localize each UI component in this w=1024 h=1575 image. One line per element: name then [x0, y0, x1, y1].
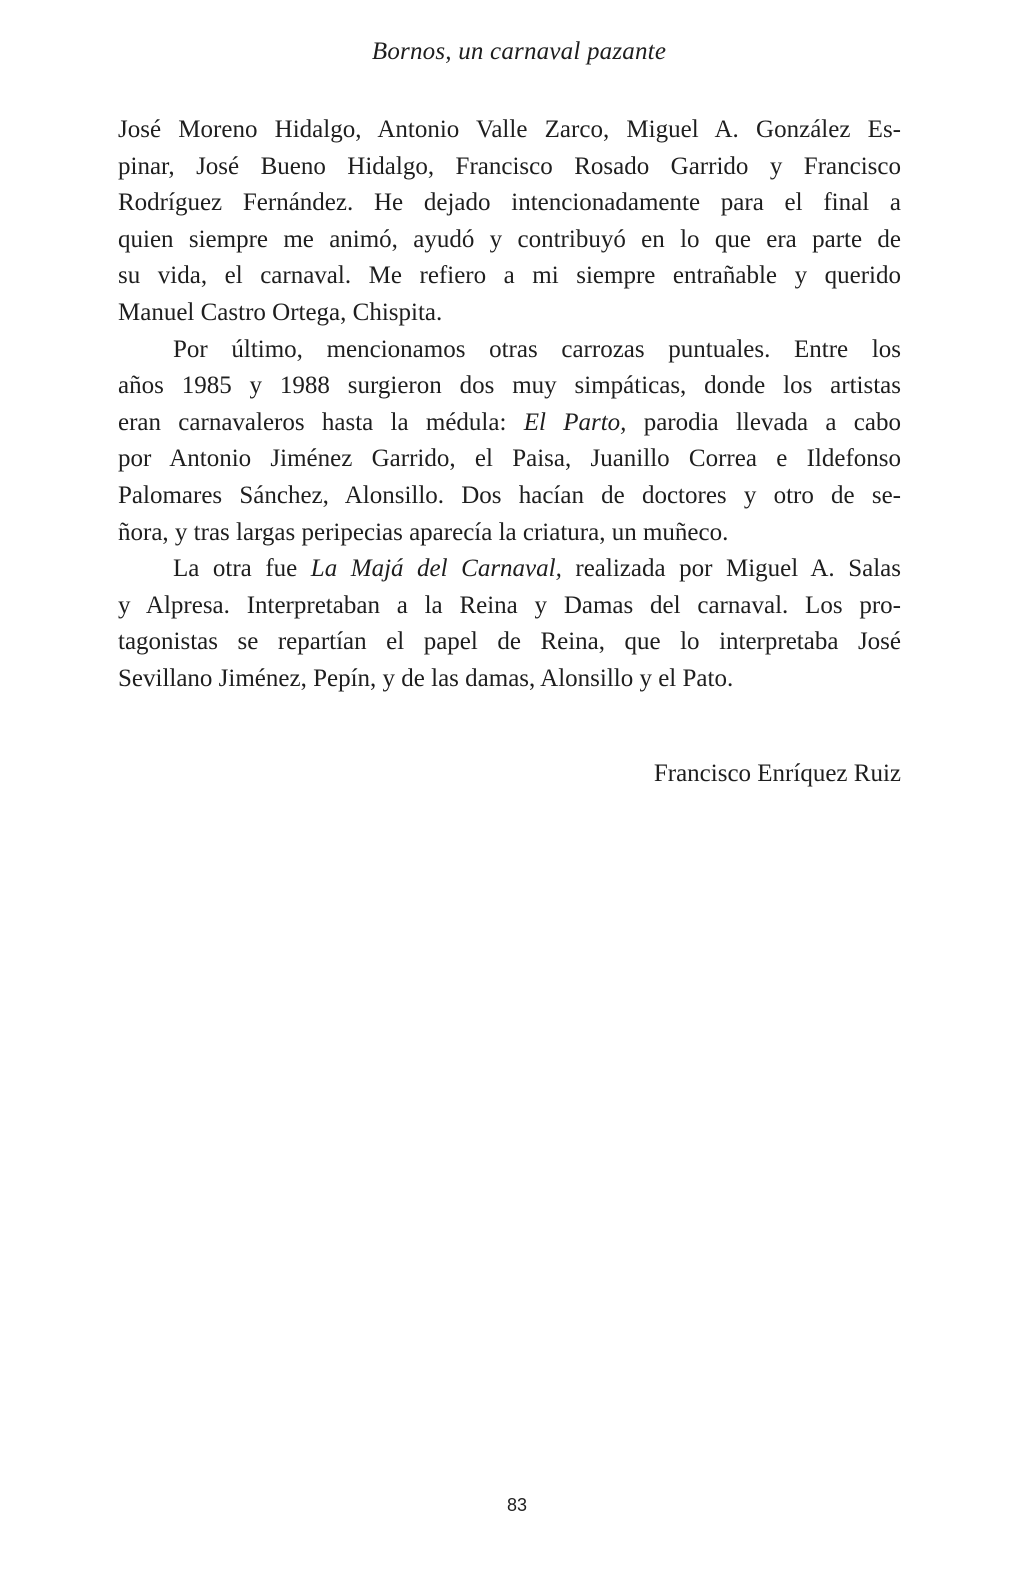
text-segment: realizada por Miguel A. Salas	[561, 555, 901, 583]
text-line: Palomares Sánchez, Alonsillo. Dos hacían de doctores y otro de se-	[118, 481, 901, 509]
text-line: Por último, mencionamos otras carrozas puntuales. Entre los	[173, 335, 901, 363]
text-line: Rodríguez Fernández. He dejado intencionadamente para el final a	[118, 189, 901, 217]
work-title: La Majá del Carnaval,	[310, 555, 562, 583]
text-line: Sevillano Jiménez, Pepín, y de las damas, Alonsillo y el Pato.	[118, 664, 734, 692]
text-line: tagonistas se repartían el papel de Reina, que lo interpretaba José	[118, 628, 901, 656]
text-line	[118, 551, 901, 588]
running-header: Bornos, un carnaval pazante	[371, 38, 667, 65]
text-line	[118, 405, 901, 442]
text-line: por Antonio Jiménez Garrido, el Paisa, Juanillo Correa e Ildefonso	[118, 445, 901, 473]
text-line: quien siempre me animó, ayudó y contribuyó en lo que era parte de	[118, 225, 901, 253]
page-number: 83	[506, 1495, 528, 1515]
text-segment: eran carnavaleros hasta la médula:	[118, 408, 524, 436]
text-segment: La otra fue	[173, 555, 311, 583]
body-text	[118, 112, 901, 698]
text-line: años 1985 y 1988 surgieron dos muy simpáticas, donde los artistas	[118, 372, 901, 400]
text-segment: parodia llevada a cabo	[626, 408, 901, 436]
text-line: Manuel Castro Ortega, Chispita.	[118, 298, 443, 326]
text-line: y Alpresa. Interpretaban a la Reina y Damas del carnaval. Los pro-	[118, 591, 901, 619]
text-line: ñora, y tras largas peripecias aparecía la criatura, un muñeco.	[118, 518, 729, 546]
text-line: José Moreno Hidalgo, Antonio Valle Zarco, Miguel A. González Es-	[118, 116, 901, 143]
work-title: El Parto,	[523, 408, 627, 436]
author-signature: Francisco Enríquez Ruiz	[653, 760, 901, 787]
text-line: su vida, el carnaval. Me refiero a mi siempre entrañable y querido	[118, 262, 901, 290]
text-line: pinar, José Bueno Hidalgo, Francisco Rosado Garrido y Francisco	[118, 152, 901, 180]
